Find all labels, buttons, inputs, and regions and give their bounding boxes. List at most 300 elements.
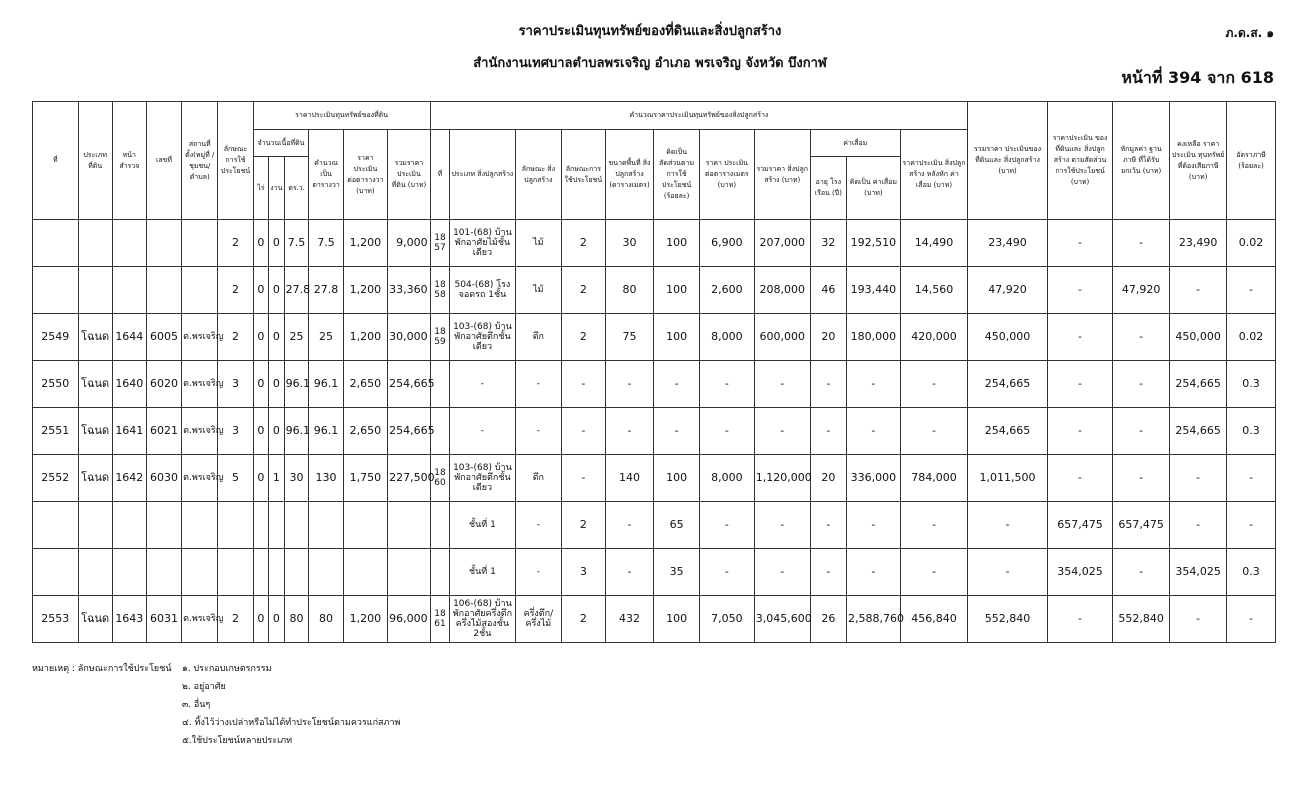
cell-deed-no: 6020 [146, 361, 181, 408]
note-item: ๕.ใช้ประโยชน์หลายประเภท [182, 736, 293, 746]
col-header-survey-page: หน้า สำรวจ [112, 102, 146, 220]
cell-wa: 30 [284, 455, 309, 502]
cell-bld-no: 18 57 [430, 220, 450, 267]
cell-wa [284, 502, 309, 549]
cell-net-taxable: - [1170, 455, 1227, 502]
table-row [33, 455, 1276, 502]
cell-land-total: 9,000 [388, 220, 430, 267]
cell-bld-total: 208,000 [754, 267, 810, 314]
cell-land-total: 33,360 [388, 267, 430, 314]
notes-label: หมายเหตุ : ลักษณะการใช้ประโยชน์ [32, 664, 172, 674]
col-group-building: คำนวณราคาประเมินทุนทรัพย์ของสิ่งปลูกสร้าง [430, 102, 968, 130]
cell-rai: 0 [253, 314, 269, 361]
cell-bld-use: 2 [562, 314, 606, 361]
cell-rai: 0 [253, 408, 269, 455]
cell-bld-use: 2 [562, 220, 606, 267]
cell-ngan [269, 549, 285, 596]
cell-bld-area: 30 [605, 220, 654, 267]
cell-dep-value: - [846, 549, 900, 596]
cell-net-taxable: 450,000 [1170, 314, 1227, 361]
note-item: ๔. ทิ้งไว้ว่างเปล่าหรือไม่ได้ทำประโยชน์ตามควรแก่สภาพ [182, 718, 401, 728]
cell-land-use: 2 [218, 220, 253, 267]
cell-use-pct: 100 [654, 267, 700, 314]
cell-exempt: - [1113, 408, 1170, 455]
cell-wa: 7.5 [284, 220, 309, 267]
note-item: ๒. อยู่อาศัย [182, 682, 226, 692]
cell-bld-type: 103-(68) บ้านพักอาศัยตึกชั้นเดียว [450, 314, 515, 361]
cell-calc-wa: 80 [309, 596, 343, 643]
cell-grand-total: - [968, 502, 1048, 549]
cell-bld-total: - [754, 502, 810, 549]
cell-prop-by-use: - [1047, 596, 1112, 643]
cell-location: ต.พรเจริญ [182, 455, 218, 502]
cell-rai [253, 549, 269, 596]
cell-price-per-wa: 1,750 [343, 455, 388, 502]
cell-land-total: 227,500 [388, 455, 430, 502]
col-header-grand-total: รวมราคา ประเมินของ ที่ดินและ สิ่งปลูกสร้าง (บาท) [968, 102, 1048, 220]
cell-deed-no [146, 502, 181, 549]
cell-exempt: - [1113, 220, 1170, 267]
col-header-prop-by-use: ราคาประเมิน ของที่ดินและ สิ่งปลูกสร้าง ตามสัดส่วน การใช้ประโยชน์ (บาท) [1047, 102, 1112, 220]
col-header-tax-rate: อัตราภาษี (ร้อยละ) [1227, 102, 1276, 220]
cell-survey-page [112, 220, 146, 267]
cell-wa: 96.1 [284, 408, 309, 455]
cell-survey-page: 1641 [112, 408, 146, 455]
cell-survey-page [112, 267, 146, 314]
cell-land-use: 3 [218, 361, 253, 408]
cell-bld-area: 140 [605, 455, 654, 502]
cell-location [182, 267, 218, 314]
cell-wa: 25 [284, 314, 309, 361]
cell-age: - [810, 549, 846, 596]
col-header-bld-area: ขนาดพื้นที่ สิ่งปลูกสร้าง (ตารางเมตร) [605, 130, 654, 220]
col-header-location: สถานที่ ตั้ง(หมู่ที่ /ชุมชน/ ตำบล) [182, 102, 218, 220]
cell-no: 2549 [33, 314, 79, 361]
cell-bld-type: - [450, 408, 515, 455]
cell-bld-type: ชั้นที่ 1 [450, 502, 515, 549]
cell-deed-type: โฉนด [78, 596, 112, 643]
cell-prop-by-use: 354,025 [1047, 549, 1112, 596]
cell-price-per-wa: 1,200 [343, 220, 388, 267]
cell-deed-no: 6031 [146, 596, 181, 643]
cell-ngan: 0 [269, 220, 285, 267]
cell-bld-total: 3,045,600 [754, 596, 810, 643]
cell-age: 20 [810, 314, 846, 361]
cell-location [182, 220, 218, 267]
col-header-bld-after-dep: ราคาประเมิน สิ่งปลูกสร้าง หลังหัก ค่าเสื่อม (บาท) [900, 130, 967, 220]
cell-location [182, 502, 218, 549]
cell-bld-use: 2 [562, 502, 606, 549]
cell-bld-total: - [754, 549, 810, 596]
cell-no [33, 267, 79, 314]
cell-calc-wa: 130 [309, 455, 343, 502]
cell-bld-after-dep: 784,000 [900, 455, 967, 502]
cell-location: ต.พรเจริญ [182, 314, 218, 361]
cell-tax-rate: 0.02 [1227, 314, 1276, 361]
cell-no: 2552 [33, 455, 79, 502]
cell-net-taxable: 354,025 [1170, 549, 1227, 596]
cell-bld-char: - [515, 502, 562, 549]
cell-dep-value: - [846, 408, 900, 455]
col-header-bld-char: ลักษณะ สิ่งปลูกสร้าง [515, 130, 562, 220]
cell-dep-value: 192,510 [846, 220, 900, 267]
notes-list [182, 660, 400, 750]
assessment-table [32, 101, 1276, 643]
col-header-bld-no: ที่ [430, 130, 450, 220]
cell-land-use: 2 [218, 267, 253, 314]
cell-prop-by-use: - [1047, 455, 1112, 502]
cell-net-taxable: - [1170, 502, 1227, 549]
cell-exempt: - [1113, 361, 1170, 408]
cell-no: 2550 [33, 361, 79, 408]
cell-grand-total: - [968, 549, 1048, 596]
cell-bld-char: ไม้ [515, 220, 562, 267]
cell-bld-after-dep: 14,490 [900, 220, 967, 267]
cell-no: 2551 [33, 408, 79, 455]
cell-bld-after-dep: 420,000 [900, 314, 967, 361]
col-header-land-total: รวมราคา ประเมิน ที่ดิน (บาท) [388, 130, 430, 220]
cell-bld-total: - [754, 361, 810, 408]
col-group-land-area: จำนวนเนื้อที่ดิน [253, 130, 309, 157]
cell-bld-total: 207,000 [754, 220, 810, 267]
cell-bld-after-dep: - [900, 361, 967, 408]
cell-land-total [388, 549, 430, 596]
col-header-bld-use: ลักษณะการ ใช้ประโยชน์ [562, 130, 606, 220]
cell-use-pct: 65 [654, 502, 700, 549]
cell-tax-rate: 0.02 [1227, 220, 1276, 267]
cell-survey-page [112, 549, 146, 596]
cell-age: 32 [810, 220, 846, 267]
cell-wa: 27.8 [284, 267, 309, 314]
cell-no [33, 549, 79, 596]
col-header-no: ที่ [33, 102, 79, 220]
cell-calc-wa: 27.8 [309, 267, 343, 314]
cell-price-per-sqm: 6,900 [699, 220, 754, 267]
cell-price-per-wa [343, 549, 388, 596]
cell-survey-page [112, 502, 146, 549]
cell-age: 46 [810, 267, 846, 314]
cell-use-pct: 100 [654, 596, 700, 643]
cell-bld-no: 18 61 [430, 596, 450, 643]
cell-bld-after-dep: - [900, 549, 967, 596]
cell-use-pct: 100 [654, 220, 700, 267]
cell-ngan: 0 [269, 596, 285, 643]
cell-prop-by-use: - [1047, 408, 1112, 455]
cell-use-pct: 100 [654, 455, 700, 502]
cell-tax-rate: - [1227, 455, 1276, 502]
cell-bld-use: - [562, 455, 606, 502]
cell-exempt: 657,475 [1113, 502, 1170, 549]
cell-tax-rate: 0.3 [1227, 361, 1276, 408]
cell-tax-rate: 0.3 [1227, 549, 1276, 596]
cell-land-use: 2 [218, 596, 253, 643]
cell-no [33, 502, 79, 549]
cell-deed-type [78, 267, 112, 314]
cell-land-total: 96,000 [388, 596, 430, 643]
cell-wa: 80 [284, 596, 309, 643]
cell-exempt: - [1113, 549, 1170, 596]
cell-land-use: 3 [218, 408, 253, 455]
cell-price-per-wa: 2,650 [343, 361, 388, 408]
cell-bld-use: 2 [562, 267, 606, 314]
cell-bld-use: 2 [562, 596, 606, 643]
col-header-wa: ตร.ว. [284, 157, 309, 220]
col-header-ngan: งาน [269, 157, 285, 220]
cell-bld-no: 18 59 [430, 314, 450, 361]
cell-net-taxable: 23,490 [1170, 220, 1227, 267]
cell-rai: 0 [253, 267, 269, 314]
cell-bld-total: 1,120,000 [754, 455, 810, 502]
cell-bld-char: ตึก [515, 314, 562, 361]
cell-bld-use: 3 [562, 549, 606, 596]
office-subtitle: สำนักงานเทศบาลตำบลพรเจริญ อำเภอ พรเจริญ จังหวัด บึงกาฬ [473, 56, 827, 71]
cell-deed-type [78, 549, 112, 596]
cell-bld-total: - [754, 408, 810, 455]
cell-bld-total: 600,000 [754, 314, 810, 361]
cell-exempt: 552,840 [1113, 596, 1170, 643]
cell-exempt: - [1113, 455, 1170, 502]
cell-location: ต.พรเจริญ [182, 596, 218, 643]
cell-dep-value: 2,588,760 [846, 596, 900, 643]
cell-survey-page: 1640 [112, 361, 146, 408]
cell-tax-rate: - [1227, 267, 1276, 314]
cell-net-taxable: - [1170, 267, 1227, 314]
cell-deed-no [146, 220, 181, 267]
note-item: ๑. ประกอบเกษตรกรรม [182, 664, 272, 674]
cell-grand-total: 1,011,500 [968, 455, 1048, 502]
cell-bld-type: 106-(68) บ้านพักอาศัยครึ่งตึกครึ่งไม้สองชั้น 2ชั้น [450, 596, 515, 643]
cell-land-total: 30,000 [388, 314, 430, 361]
cell-bld-after-dep: 456,840 [900, 596, 967, 643]
col-header-calc-wa: คำนวณ เป็น ตารางวา [309, 130, 343, 220]
cell-tax-rate: - [1227, 596, 1276, 643]
cell-bld-char: ตึก [515, 455, 562, 502]
cell-land-total: 254,665 [388, 361, 430, 408]
cell-grand-total: 47,920 [968, 267, 1048, 314]
cell-location: ต.พรเจริญ [182, 408, 218, 455]
col-header-bld-type: ประเภท สิ่งปลูกสร้าง [450, 130, 515, 220]
cell-land-total [388, 502, 430, 549]
cell-land-use [218, 549, 253, 596]
note-item: ๓. อื่นๆ [182, 700, 211, 710]
cell-bld-use: - [562, 361, 606, 408]
cell-ngan: 0 [269, 314, 285, 361]
cell-exempt: 47,920 [1113, 267, 1170, 314]
cell-grand-total: 450,000 [968, 314, 1048, 361]
cell-age: - [810, 361, 846, 408]
cell-price-per-sqm: - [699, 502, 754, 549]
cell-deed-no: 6030 [146, 455, 181, 502]
cell-bld-area: 80 [605, 267, 654, 314]
cell-deed-no: 6005 [146, 314, 181, 361]
col-header-rai: ไร่ [253, 157, 269, 220]
cell-land-use [218, 502, 253, 549]
cell-deed-type: โฉนด [78, 314, 112, 361]
cell-tax-rate: - [1227, 502, 1276, 549]
cell-tax-rate: 0.3 [1227, 408, 1276, 455]
table-row [33, 220, 1276, 267]
cell-price-per-sqm: 7,050 [699, 596, 754, 643]
col-header-dep-value: คิดเป็น ค่าเสื่อม (บาท) [846, 157, 900, 220]
cell-survey-page: 1643 [112, 596, 146, 643]
cell-ngan: 0 [269, 267, 285, 314]
table-row [33, 408, 1276, 455]
cell-bld-area: - [605, 361, 654, 408]
cell-no [33, 220, 79, 267]
col-header-deed-type: ประเภท ที่ดิน [78, 102, 112, 220]
col-header-net-taxable: คงเหลือ ราคาประเมิน ทุนทรัพย์ ที่ต้องเสียภาษี (บาท) [1170, 102, 1227, 220]
cell-price-per-sqm: - [699, 549, 754, 596]
cell-ngan: 0 [269, 361, 285, 408]
cell-bld-area: - [605, 502, 654, 549]
cell-bld-after-dep: - [900, 502, 967, 549]
cell-rai: 0 [253, 361, 269, 408]
col-header-bld-total: รวมราคา สิ่งปลูกสร้าง (บาท) [754, 130, 810, 220]
table-body [33, 220, 1276, 643]
cell-bld-after-dep: - [900, 408, 967, 455]
cell-bld-type: 103-(68) บ้านพักอาศัยตึกชั้นเดียว [450, 455, 515, 502]
cell-no: 2553 [33, 596, 79, 643]
cell-wa: 96.1 [284, 361, 309, 408]
cell-rai [253, 502, 269, 549]
cell-bld-use: - [562, 408, 606, 455]
cell-price-per-sqm: - [699, 361, 754, 408]
cell-net-taxable: 254,665 [1170, 361, 1227, 408]
cell-calc-wa: 96.1 [309, 408, 343, 455]
cell-price-per-wa: 1,200 [343, 596, 388, 643]
cell-calc-wa [309, 549, 343, 596]
cell-use-pct: 100 [654, 314, 700, 361]
cell-bld-after-dep: 14,560 [900, 267, 967, 314]
cell-grand-total: 23,490 [968, 220, 1048, 267]
cell-deed-type [78, 220, 112, 267]
cell-age: 26 [810, 596, 846, 643]
col-header-price-per-wa: ราคา ประเมิน ต่อตารางวา (บาท) [343, 130, 388, 220]
cell-bld-no [430, 549, 450, 596]
col-header-deed-no: เลขที่ [146, 102, 181, 220]
cell-dep-value: 180,000 [846, 314, 900, 361]
cell-dep-value: 336,000 [846, 455, 900, 502]
cell-price-per-wa [343, 502, 388, 549]
cell-net-taxable: 254,665 [1170, 408, 1227, 455]
cell-price-per-sqm: 2,600 [699, 267, 754, 314]
cell-bld-type: - [450, 361, 515, 408]
cell-prop-by-use: - [1047, 267, 1112, 314]
col-group-depreciation: ค่าเสื่อม [810, 130, 900, 157]
col-header-exempt: หักมูลค่า ฐานภาษี ที่ได้รับ ยกเว้น (บาท) [1113, 102, 1170, 220]
cell-land-total: 254,665 [388, 408, 430, 455]
cell-bld-area: 432 [605, 596, 654, 643]
cell-bld-char: ไม้ [515, 267, 562, 314]
cell-bld-type: 101-(68) บ้านพักอาศัยไม้ชั้นเดียว [450, 220, 515, 267]
cell-age: - [810, 408, 846, 455]
cell-calc-wa: 7.5 [309, 220, 343, 267]
cell-calc-wa [309, 502, 343, 549]
col-header-age: อายุ โรงเรือน (ปี) [810, 157, 846, 220]
cell-rai: 0 [253, 220, 269, 267]
cell-ngan: 0 [269, 408, 285, 455]
page-title: ราคาประเมินทุนทรัพย์ของที่ดินและสิ่งปลูกสร้าง [518, 24, 782, 39]
cell-survey-page: 1642 [112, 455, 146, 502]
cell-bld-no: 18 58 [430, 267, 450, 314]
cell-bld-area: - [605, 408, 654, 455]
cell-survey-page: 1644 [112, 314, 146, 361]
cell-deed-type: โฉนด [78, 408, 112, 455]
cell-wa [284, 549, 309, 596]
cell-grand-total: 254,665 [968, 408, 1048, 455]
cell-bld-char: - [515, 549, 562, 596]
cell-exempt: - [1113, 314, 1170, 361]
cell-use-pct: 35 [654, 549, 700, 596]
cell-dep-value: 193,440 [846, 267, 900, 314]
cell-bld-char: ครึ่งตึก/ครึ่งไม้ [515, 596, 562, 643]
cell-grand-total: 552,840 [968, 596, 1048, 643]
form-code: ภ.ด.ส. ๑ [1225, 26, 1274, 40]
cell-rai: 0 [253, 455, 269, 502]
cell-location [182, 549, 218, 596]
cell-deed-no [146, 267, 181, 314]
cell-age: 20 [810, 455, 846, 502]
table-row [33, 267, 1276, 314]
cell-prop-by-use: - [1047, 361, 1112, 408]
table-row [33, 596, 1276, 643]
table-row [33, 549, 1276, 596]
cell-price-per-sqm: 8,000 [699, 455, 754, 502]
cell-bld-type: 504-(68) โรงจอดรถ 1ชั้น [450, 267, 515, 314]
cell-deed-no: 6021 [146, 408, 181, 455]
cell-deed-type [78, 502, 112, 549]
cell-deed-type: โฉนด [78, 361, 112, 408]
table-row [33, 314, 1276, 361]
cell-calc-wa: 25 [309, 314, 343, 361]
cell-bld-type: ชั้นที่ 1 [450, 549, 515, 596]
cell-price-per-wa: 2,650 [343, 408, 388, 455]
cell-bld-char: - [515, 408, 562, 455]
cell-bld-area: - [605, 549, 654, 596]
cell-grand-total: 254,665 [968, 361, 1048, 408]
cell-deed-no [146, 549, 181, 596]
col-group-land: ราคาประเมินทุนทรัพย์ของที่ดิน [253, 102, 430, 130]
cell-rai: 0 [253, 596, 269, 643]
cell-prop-by-use: - [1047, 220, 1112, 267]
col-header-use-pct: คิดเป็น สัดส่วนตาม การใช้ ประโยชน์ (ร้อยละ) [654, 130, 700, 220]
cell-ngan: 1 [269, 455, 285, 502]
cell-age: - [810, 502, 846, 549]
cell-land-use: 2 [218, 314, 253, 361]
cell-location: ต.พรเจริญ [182, 361, 218, 408]
cell-calc-wa: 96.1 [309, 361, 343, 408]
cell-deed-type: โฉนด [78, 455, 112, 502]
cell-bld-no: 18 60 [430, 455, 450, 502]
cell-price-per-sqm: 8,000 [699, 314, 754, 361]
table-row [33, 361, 1276, 408]
cell-dep-value: - [846, 502, 900, 549]
col-header-price-per-sqm: ราคา ประเมิน ต่อตารางเมตร (บาท) [699, 130, 754, 220]
cell-bld-char: - [515, 361, 562, 408]
cell-prop-by-use: - [1047, 314, 1112, 361]
page-number: หน้าที่ 394 จาก 618 [1121, 68, 1274, 87]
cell-use-pct: - [654, 408, 700, 455]
cell-bld-area: 75 [605, 314, 654, 361]
col-header-land-use: ลักษณะ การใช้ ประโยชน์ [218, 102, 253, 220]
cell-use-pct: - [654, 361, 700, 408]
cell-prop-by-use: 657,475 [1047, 502, 1112, 549]
cell-price-per-wa: 1,200 [343, 314, 388, 361]
cell-land-use: 5 [218, 455, 253, 502]
cell-price-per-wa: 1,200 [343, 267, 388, 314]
cell-dep-value: - [846, 361, 900, 408]
cell-ngan [269, 502, 285, 549]
